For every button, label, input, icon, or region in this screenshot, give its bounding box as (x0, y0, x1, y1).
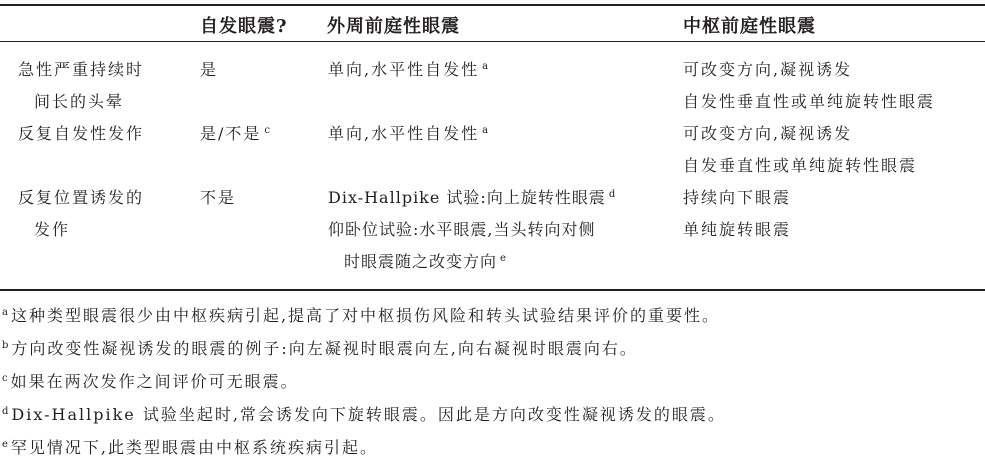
footnote-mark: e (500, 253, 506, 264)
footnote-text: 这种类型眼震很少由中枢疾病引起,提高了对中枢损伤风险和转头试验结果评价的重要性。 (10, 306, 721, 325)
footnote-mark: c (2, 373, 8, 384)
footnote-mark: a (2, 307, 8, 318)
spontaneous-value: 是 (200, 60, 219, 79)
footnote-mark (236, 189, 239, 200)
table-row-2-symptom (18, 118, 144, 150)
footnote-c (2, 369, 299, 392)
spontaneous-value: 不是 (200, 188, 237, 207)
table-row-2-central (683, 118, 917, 182)
footnote-text: 罕见情况下,此类型眼震由中枢系统疾病引起。 (10, 438, 379, 457)
peripheral-line: 单向,水平性自发性 (328, 60, 480, 79)
footnote-mark: c (264, 125, 271, 136)
central-line: 单纯旋转眼震 (683, 220, 792, 239)
footnote-text: 方向改变性凝视诱发的眼震的例子:向左凝视时眼震向左,向右凝视时眼震向右。 (11, 339, 638, 358)
footnote-e (2, 435, 378, 458)
footnote-mark: e (2, 439, 8, 450)
symptom-line: 发作 (34, 220, 71, 239)
symptom-line: 反复自发性发作 (18, 124, 145, 143)
peripheral-line: Dix-Hallpike 试验:向上旋转性眼震 (328, 188, 606, 207)
table-row-1-peripheral (328, 54, 488, 86)
central-line: 可改变方向,凝视诱发 (683, 60, 853, 79)
central-line: 自发性垂直性或单纯旋转性眼震 (683, 92, 936, 111)
table-row-3-symptom (18, 182, 144, 246)
table-row-3-spontaneous (200, 182, 239, 214)
central-line: 可改变方向,凝视诱发 (683, 124, 853, 143)
table-row-1-central (683, 54, 935, 118)
footnote-mark: a (482, 125, 489, 136)
central-line: 持续向下眼震 (683, 188, 792, 207)
peripheral-line: 单向,水平性自发性 (328, 124, 480, 143)
footnote-text: 如果在两次发作之间评价可无眼震。 (10, 372, 299, 391)
symptom-line: 急性严重持续时 (18, 60, 145, 79)
footnote-a (2, 303, 720, 326)
peripheral-line: 仰卧位试验:水平眼震,当头转向对侧 (328, 220, 596, 239)
spontaneous-value: 是/不是 (200, 124, 262, 143)
peripheral-line: 时眼震随之改变方向 (344, 252, 498, 271)
table-header-rule (0, 41, 985, 42)
footnote-mark: d (2, 406, 9, 417)
symptom-line: 反复位置诱发的 (18, 188, 145, 207)
footnote-d (2, 402, 726, 425)
footnote-mark: b (2, 340, 9, 351)
table-row-3-peripheral (328, 182, 615, 278)
table-row-1-spontaneous (200, 54, 221, 86)
table-row-2-peripheral (328, 118, 488, 150)
footnote-text: Dix-Hallpike 试验坐起时,常会诱发向下旋转眼震。因此是方向改变性凝视诱发的眼震。 (11, 405, 726, 424)
table-row-2-spontaneous (200, 118, 270, 150)
footnote-b (2, 336, 638, 359)
header-spontaneous-nystagmus: 自发眼震? (200, 16, 288, 37)
central-line: 自发垂直性或单纯旋转性眼震 (683, 156, 918, 175)
table-row-3-central (683, 182, 791, 246)
header-peripheral-vestibular-nystagmus: 外周前庭性眼震 (327, 16, 460, 37)
table-top-rule (0, 4, 985, 6)
footnote-mark (595, 221, 598, 232)
footnote-mark (218, 61, 221, 72)
header-central-vestibular-nystagmus: 中枢前庭性眼震 (683, 16, 816, 37)
symptom-line: 间长的头晕 (34, 92, 125, 111)
footnote-mark: a (482, 61, 489, 72)
table-bottom-rule (0, 289, 985, 291)
table-row-1-symptom (18, 54, 144, 118)
footnote-mark: d (608, 189, 616, 200)
